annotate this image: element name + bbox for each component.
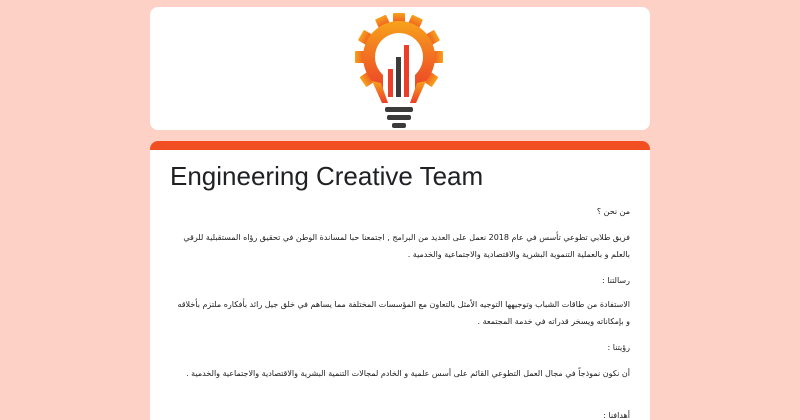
description-about: فريق طلابي تطوعي تأسس في عام 2018 نعمل على العديد من البرامج , اجتمعنا حبا لمساندة الوطن في تحقيق رؤاه المستقبلية للرقي بالعلم و بالعملية التنموية البشرية والاقتصادية والاجتماعية والخدمية . — [183, 233, 630, 259]
description-heading-mission: رسالتنا : — [602, 276, 630, 285]
header-image-card — [150, 7, 650, 130]
form-header-card — [150, 141, 650, 420]
description-heading-vision: رؤيتنا : — [607, 343, 630, 352]
accent-bar — [150, 141, 650, 150]
description-heading-who: من نحن ؟ — [596, 207, 630, 216]
lightbulb-gear-chart-icon — [150, 7, 650, 130]
form-title: Engineering Creative Team — [170, 161, 484, 191]
description-heading-goals: أهدافنا : — [603, 411, 630, 420]
description-vision: أن نكون نموذجاً في مجال العمل التطوعي القائم على أسس علمية و الخادم لمجالات التنمية البشرية والاقتصادية والاجتماعية والخدمية . — [186, 369, 630, 378]
description-mission: الاستفادة من طاقات الشباب وتوجيهها التوجيه الأمثل بالتعاون مع المؤسسات المختلفة مما يساهم في خلق جيل رائد بأفكاره ملتزم بأخلاقه و بإمكاناته ويسخر قدراته في خدمة المجتمعة . — [177, 300, 630, 326]
